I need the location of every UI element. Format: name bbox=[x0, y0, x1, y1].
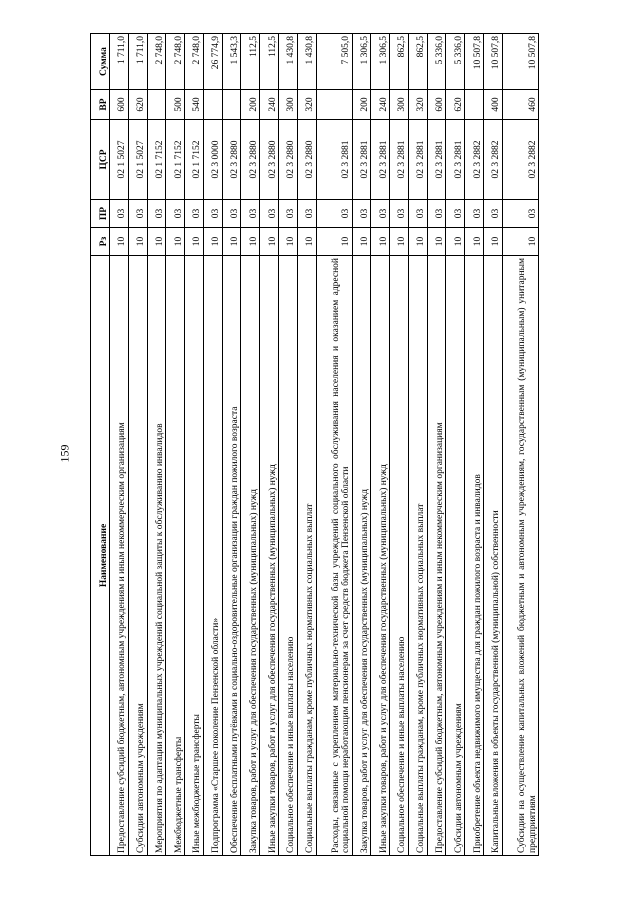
cell-name: Субсидии автономным учреждениям bbox=[128, 256, 147, 856]
cell-rz: 10 bbox=[110, 228, 129, 256]
cell-csr: 02 3 2882 bbox=[502, 120, 538, 200]
cell-pr: 03 bbox=[484, 200, 503, 228]
cell-pr: 03 bbox=[316, 200, 352, 228]
cell-vr bbox=[203, 90, 222, 120]
cell-vr: 320 bbox=[297, 90, 316, 120]
cell-csr: 02 3 2880 bbox=[241, 120, 260, 200]
cell-vr: 600 bbox=[427, 90, 446, 120]
table-row bbox=[427, 34, 446, 856]
cell-vr: 460 bbox=[502, 90, 538, 120]
cell-sum: 862,5 bbox=[408, 34, 427, 90]
cell-pr: 03 bbox=[279, 200, 298, 228]
cell-name: Иные закупки товаров, работ и услуг для обеспечения государственных (муниципальных) нужд bbox=[371, 256, 390, 856]
cell-rz: 10 bbox=[222, 228, 241, 256]
cell-pr: 03 bbox=[241, 200, 260, 228]
cell-rz: 10 bbox=[241, 228, 260, 256]
cell-csr: 02 3 2881 bbox=[446, 120, 465, 200]
cell-sum: 1 430,8 bbox=[297, 34, 316, 90]
cell-pr: 03 bbox=[128, 200, 147, 228]
cell-vr: 240 bbox=[260, 90, 279, 120]
cell-sum: 5 336,0 bbox=[427, 34, 446, 90]
cell-csr: 02 1 5027 bbox=[128, 120, 147, 200]
cell-csr: 02 1 5027 bbox=[110, 120, 129, 200]
cell-vr: 200 bbox=[352, 90, 371, 120]
cell-sum: 7 505,0 bbox=[316, 34, 352, 90]
cell-sum: 26 774,9 bbox=[203, 34, 222, 90]
page-number: 159 bbox=[57, 444, 72, 463]
table-row bbox=[352, 34, 371, 856]
cell-rz: 10 bbox=[166, 228, 185, 256]
cell-name: Социальные выплаты гражданам, кроме публичных нормативных социальных выплат bbox=[408, 256, 427, 856]
cell-pr: 03 bbox=[203, 200, 222, 228]
cell-sum: 1 430,8 bbox=[279, 34, 298, 90]
cell-csr: 02 3 2880 bbox=[222, 120, 241, 200]
table-row bbox=[241, 34, 260, 856]
table-row bbox=[185, 34, 204, 856]
cell-csr: 02 3 2882 bbox=[465, 120, 484, 200]
cell-sum: 2 748,0 bbox=[166, 34, 185, 90]
cell-pr: 03 bbox=[260, 200, 279, 228]
cell-vr bbox=[147, 90, 166, 120]
cell-name: Межбюджетные трансферты bbox=[166, 256, 185, 856]
cell-vr: 600 bbox=[110, 90, 129, 120]
cell-csr: 02 3 2881 bbox=[352, 120, 371, 200]
cell-sum: 10 507,8 bbox=[502, 34, 538, 90]
header-rz: Рз bbox=[91, 228, 110, 256]
cell-vr: 620 bbox=[446, 90, 465, 120]
cell-sum: 112,5 bbox=[241, 34, 260, 90]
cell-sum: 1 711,0 bbox=[128, 34, 147, 90]
cell-pr: 03 bbox=[427, 200, 446, 228]
cell-vr: 240 bbox=[371, 90, 390, 120]
cell-vr: 400 bbox=[484, 90, 503, 120]
cell-sum: 1 306,5 bbox=[371, 34, 390, 90]
cell-rz: 10 bbox=[297, 228, 316, 256]
table-row bbox=[408, 34, 427, 856]
table-row bbox=[371, 34, 390, 856]
cell-vr: 300 bbox=[279, 90, 298, 120]
header-pr: ПР bbox=[91, 200, 110, 228]
table-row bbox=[203, 34, 222, 856]
cell-sum: 10 507,8 bbox=[484, 34, 503, 90]
cell-rz: 10 bbox=[203, 228, 222, 256]
cell-name: Социальное обеспечение и иные выплаты населению bbox=[390, 256, 409, 856]
cell-sum: 2 748,0 bbox=[185, 34, 204, 90]
cell-csr: 02 3 2881 bbox=[390, 120, 409, 200]
cell-sum: 5 336,0 bbox=[446, 34, 465, 90]
table-row bbox=[128, 34, 147, 856]
cell-name: Социальное обеспечение и иные выплаты населению bbox=[279, 256, 298, 856]
table-row bbox=[297, 34, 316, 856]
cell-rz: 10 bbox=[352, 228, 371, 256]
cell-name: Предоставление субсидий бюджетным, автономным учреждениям и иным некоммерческим организациям bbox=[427, 256, 446, 856]
cell-vr bbox=[222, 90, 241, 120]
cell-pr: 03 bbox=[222, 200, 241, 228]
cell-csr: 02 1 7152 bbox=[185, 120, 204, 200]
cell-rz: 10 bbox=[446, 228, 465, 256]
cell-csr: 02 3 0000 bbox=[203, 120, 222, 200]
table-row bbox=[502, 34, 538, 856]
cell-csr: 02 3 2880 bbox=[279, 120, 298, 200]
table-row bbox=[222, 34, 241, 856]
cell-vr: 540 bbox=[185, 90, 204, 120]
cell-csr: 02 3 2881 bbox=[316, 120, 352, 200]
cell-pr: 03 bbox=[110, 200, 129, 228]
cell-rz: 10 bbox=[390, 228, 409, 256]
cell-rz: 10 bbox=[185, 228, 204, 256]
cell-sum: 1 306,5 bbox=[352, 34, 371, 90]
cell-name: Субсидии на осуществление капитальных вложений бюджетным и автономным учреждениям, государственным (муниципальным) унитарным предприятиям bbox=[502, 256, 538, 856]
table-row bbox=[390, 34, 409, 856]
cell-csr: 02 3 2880 bbox=[297, 120, 316, 200]
cell-vr: 200 bbox=[241, 90, 260, 120]
cell-vr: 500 bbox=[166, 90, 185, 120]
cell-rz: 10 bbox=[465, 228, 484, 256]
table-row bbox=[484, 34, 503, 856]
cell-vr bbox=[465, 90, 484, 120]
table-row bbox=[110, 34, 129, 856]
cell-rz: 10 bbox=[502, 228, 538, 256]
cell-sum: 1 711,0 bbox=[110, 34, 129, 90]
cell-sum: 1 543,3 bbox=[222, 34, 241, 90]
cell-pr: 03 bbox=[371, 200, 390, 228]
table-row bbox=[147, 34, 166, 856]
cell-rz: 10 bbox=[147, 228, 166, 256]
cell-rz: 10 bbox=[279, 228, 298, 256]
cell-sum: 2 748,0 bbox=[147, 34, 166, 90]
table-header-row bbox=[91, 34, 110, 856]
budget-table bbox=[90, 33, 539, 856]
cell-pr: 03 bbox=[446, 200, 465, 228]
cell-rz: 10 bbox=[371, 228, 390, 256]
cell-rz: 10 bbox=[408, 228, 427, 256]
cell-name: Капитальные вложения в объекты государственной (муниципальной) собственности bbox=[484, 256, 503, 856]
header-sum: Сумма bbox=[91, 34, 110, 90]
cell-rz: 10 bbox=[128, 228, 147, 256]
cell-csr: 02 1 7152 bbox=[166, 120, 185, 200]
header-vr: ВР bbox=[91, 90, 110, 120]
cell-csr: 02 1 7152 bbox=[147, 120, 166, 200]
cell-csr: 02 3 2880 bbox=[260, 120, 279, 200]
table-row bbox=[446, 34, 465, 856]
cell-rz: 10 bbox=[484, 228, 503, 256]
cell-name: Субсидии автономным учреждениям bbox=[446, 256, 465, 856]
cell-sum: 862,5 bbox=[390, 34, 409, 90]
cell-rz: 10 bbox=[316, 228, 352, 256]
cell-name: Закупка товаров, работ и услуг для обеспечения государственных (муниципальных) нужд bbox=[241, 256, 260, 856]
table-row bbox=[166, 34, 185, 856]
cell-pr: 03 bbox=[502, 200, 538, 228]
cell-name: Мероприятия по адаптации муниципальных учреждений социальной защиты к обслуживанию инвалидов bbox=[147, 256, 166, 856]
cell-name: Предоставление субсидий бюджетным, автономным учреждениям и иным некоммерческим организациям bbox=[110, 256, 129, 856]
cell-name: Закупка товаров, работ и услуг для обеспечения государственных (муниципальных) нужд bbox=[352, 256, 371, 856]
cell-sum: 112,5 bbox=[260, 34, 279, 90]
cell-vr bbox=[316, 90, 352, 120]
table-row bbox=[260, 34, 279, 856]
cell-csr: 02 3 2881 bbox=[371, 120, 390, 200]
cell-sum: 10 507,8 bbox=[465, 34, 484, 90]
cell-csr: 02 3 2881 bbox=[427, 120, 446, 200]
cell-pr: 03 bbox=[352, 200, 371, 228]
cell-pr: 03 bbox=[465, 200, 484, 228]
table-container bbox=[90, 34, 539, 856]
cell-pr: 03 bbox=[147, 200, 166, 228]
cell-vr: 300 bbox=[390, 90, 409, 120]
cell-pr: 03 bbox=[166, 200, 185, 228]
cell-vr: 320 bbox=[408, 90, 427, 120]
cell-name: Иные межбюджетные трансферты bbox=[185, 256, 204, 856]
cell-name: Иные закупки товаров, работ и услуг для обеспечения государственных (муниципальных) нужд bbox=[260, 256, 279, 856]
table-row bbox=[279, 34, 298, 856]
cell-name: Социальные выплаты гражданам, кроме публичных нормативных социальных выплат bbox=[297, 256, 316, 856]
cell-name: Приобретение объекта недвижимого имущества для граждан пожилого возраста и инвалидов bbox=[465, 256, 484, 856]
header-csr: ЦСР bbox=[91, 120, 110, 200]
cell-pr: 03 bbox=[390, 200, 409, 228]
cell-csr: 02 3 2882 bbox=[484, 120, 503, 200]
cell-pr: 03 bbox=[185, 200, 204, 228]
cell-rz: 10 bbox=[260, 228, 279, 256]
cell-name: Расходы, связанные с укреплением материально-технической базы учреждений социального обслуживания населения и оказанием адресной социальной помощи неработающим пенсионерам за счет средств бюджета Пензенской области bbox=[316, 256, 352, 856]
cell-pr: 03 bbox=[297, 200, 316, 228]
cell-rz: 10 bbox=[427, 228, 446, 256]
cell-pr: 03 bbox=[408, 200, 427, 228]
cell-csr: 02 3 2881 bbox=[408, 120, 427, 200]
header-name: Наименование bbox=[91, 256, 110, 856]
rotated-table bbox=[90, 34, 539, 856]
table-row bbox=[465, 34, 484, 856]
cell-name: Обеспечение бесплатными путёвками в социально-оздоровительные организации граждан пожилого возраста bbox=[222, 256, 241, 856]
table-row bbox=[316, 34, 352, 856]
cell-name: Подпрограмма «Старшее поколение Пензенской области» bbox=[203, 256, 222, 856]
cell-vr: 620 bbox=[128, 90, 147, 120]
